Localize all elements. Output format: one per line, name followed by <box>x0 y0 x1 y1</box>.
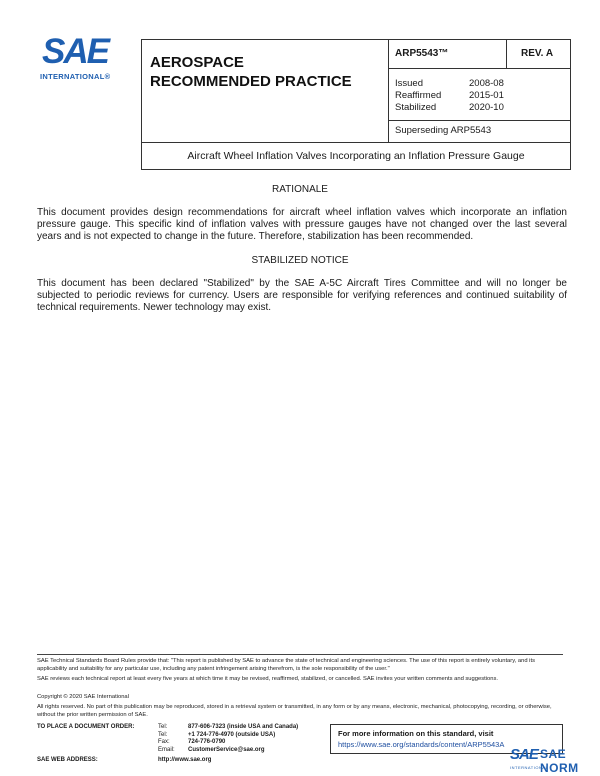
revision: REV. A <box>521 48 554 59</box>
document-type-line2: RECOMMENDED PRACTICE <box>150 73 352 90</box>
stabilized-date: 2020-10 <box>469 102 504 113</box>
stabilized-text: This document has been declared "Stabilized" by the SAE A-5C Aircraft Tires Committee and will no longer be subjected to periodic reviews for currency. Users are responsible for verifying references and continued suitability of technical requirements. Newer technology may exist. <box>37 278 567 313</box>
rationale-text: This document provides design recommendations for aircraft wheel inflation valves which incorporate an inflation pressure gauge. This specific kind of inflation valves with pressure gauges have not changed over the last several years and is not expected to change in the future. Therefore, stabilization has been recommended. <box>37 207 567 242</box>
issued-date: 2008-08 <box>469 78 504 89</box>
order-label: TO PLACE A DOCUMENT ORDER: <box>37 724 135 730</box>
contact-fax[interactable]: 724-776-0790 <box>188 739 226 745</box>
contact-label: Email: <box>158 746 175 753</box>
document-type <box>142 40 389 142</box>
logo-mark: SAE <box>42 32 108 71</box>
contact-tel-intl[interactable]: +1 724-776-4970 (outside USA) <box>188 731 276 738</box>
contact-label: Tel: <box>158 731 168 738</box>
rationale-heading: RATIONALE <box>272 184 328 195</box>
reaffirmed-date: 2015-01 <box>469 90 504 101</box>
document-title: Aircraft Wheel Inflation Valves Incorporating an Inflation Pressure Gauge <box>141 143 571 170</box>
footer-divider <box>37 654 563 655</box>
contact-values <box>188 724 328 754</box>
stabilized-label: Stabilized <box>395 102 437 113</box>
watermark-mark: SAE <box>510 746 538 763</box>
contact-email[interactable]: CustomerService@sae.org <box>188 746 265 753</box>
issued-label: Issued <box>395 78 423 89</box>
stabilized-heading: STABILIZED NOTICE <box>251 255 349 266</box>
web-address-link[interactable]: http://www.sae.org <box>158 757 212 763</box>
footer-copyright: Copyright © 2020 SAE International <box>37 694 129 700</box>
contact-tel-usa[interactable]: 877-606-7323 (inside USA and Canada) <box>188 724 299 730</box>
document-type-line1: AEROSPACE <box>150 54 244 71</box>
document-header <box>141 39 571 143</box>
contact-label: Fax: <box>158 739 170 745</box>
footer-rights: All rights reserved. No part of this publication may be reproduced, stored in a retrieval system or transmitted, in any form or by any means, electronic, mechanical, photocopying, recording, or otherwise, without the prior written permission of SAE. <box>37 704 552 718</box>
date-history <box>389 69 570 121</box>
contact-labels <box>158 724 186 754</box>
contact-label: Tel: <box>158 724 168 730</box>
web-label: SAE WEB ADDRESS: <box>37 757 98 763</box>
footer-rules: SAE Technical Standards Board Rules provide that: "This report is published by SAE to advance the state of technical and engineering sciences. The use of this report is entirely voluntary, and its applicability and suitability for any particular use, including any patent infringement arising therefrom, is the sole responsibility of the user." <box>37 658 535 672</box>
watermark-subtitle: INTERNATIONAL <box>510 765 549 770</box>
reaffirmed-label: Reaffirmed <box>395 90 442 101</box>
document-number: ARP5543™ <box>395 48 449 59</box>
footer-review: SAE reviews each technical report at least every five years at which time it may be revised, reaffirmed, stabilized, or cancelled. SAE invites your written comments and suggestions. <box>37 676 498 682</box>
sae-norm-watermark <box>510 746 600 776</box>
logo-subtitle: INTERNATIONAL® <box>40 72 111 81</box>
sae-logo <box>40 34 124 84</box>
superseding: Superseding ARP5543 <box>395 125 492 136</box>
watermark-text: SAE NORM <box>540 747 579 775</box>
more-info-title: For more information on this standard, visit <box>338 729 494 738</box>
more-info-link[interactable]: https://www.sae.org/standards/content/ARP5543A <box>338 740 505 749</box>
